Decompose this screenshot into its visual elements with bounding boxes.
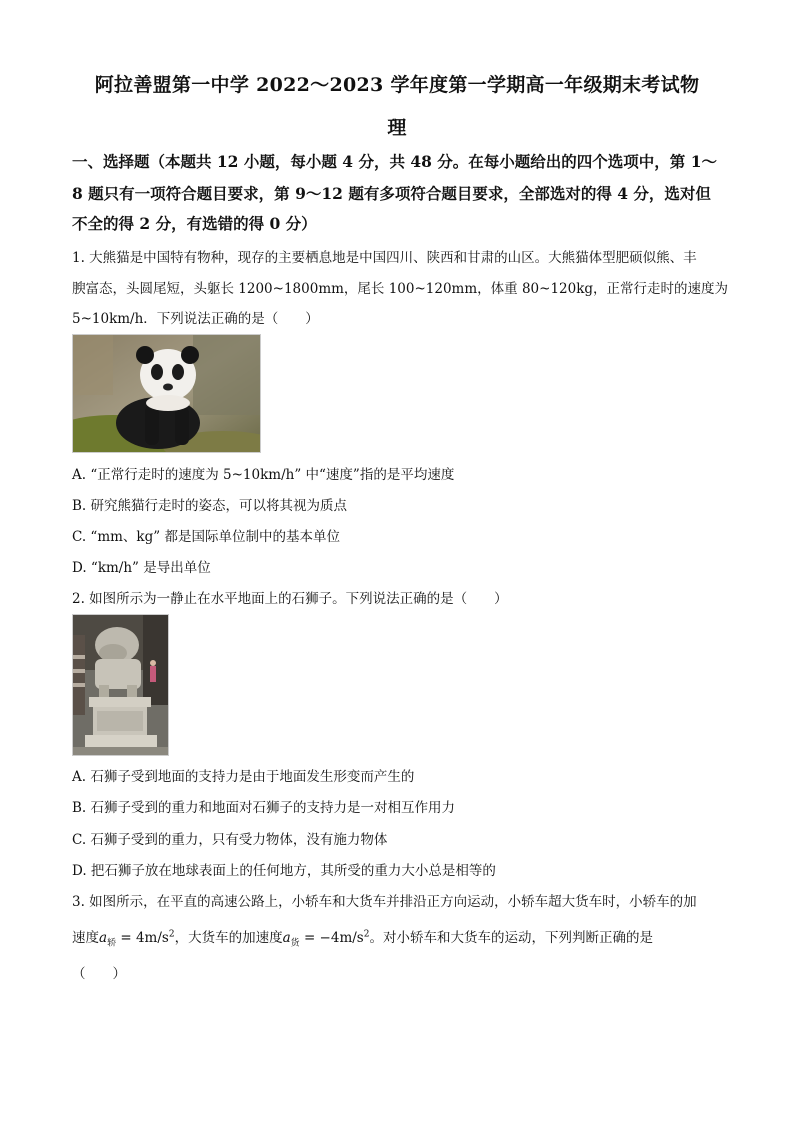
truck-acceleration: = −4m/s (299, 930, 364, 946)
a-symbol: a (99, 930, 108, 946)
q2-option-b: B. 石狮子受到的重力和地面对石狮子的支持力是一对相互作用力 (72, 800, 456, 816)
q3-text-truck: ，大货车的加速度 (174, 930, 283, 946)
q1-option-a: A. “正常行走时的速度为 5~10km/h” 中“速度”指的是平均速度 (72, 467, 455, 483)
q1-stem-line1: 1. 大熊猫是中国特有物种，现存的主要栖息地是中国四川、陕西和甘肃的山区。大熊猫体型肥硕似熊、丰 (72, 250, 697, 266)
car-acceleration: = 4m/s (116, 930, 169, 946)
q2-stem: 2. 如图所示为一静止在水平地面上的石狮子。下列说法正确的是（ ） (72, 591, 508, 607)
q3-stem-line3: （ ） (72, 966, 126, 982)
car-exponent: 2 (168, 929, 175, 940)
q1-option-b: B. 研究熊猫行走时的姿态，可以将其视为质点 (72, 498, 348, 514)
q3-stem-line1: 3. 如图所示，在平直的高速公路上，小轿车和大货车并排沿正方向运动，小轿车超大货车时，小轿车的加 (72, 894, 697, 910)
q1-option-c: C. “mm、kg” 都是国际单位制中的基本单位 (72, 529, 340, 545)
exam-title-line1: 阿拉善盟第一中学 2022～2023 学年度第一学期高一年级期末考试物 (94, 74, 700, 96)
exam-title-line2: 理 (387, 117, 407, 139)
car-subscript: 轿 (107, 938, 117, 949)
section-header-line2: 8 题只有一项符合题目要求，第 9～12 题有多项符合题目要求，全部选对的得 4 分，选对但 (72, 184, 711, 203)
section-header-line3: 不全的得 2 分，有选错的得 0 分） (72, 214, 317, 233)
q3-text-speed: 速度 (72, 930, 99, 946)
q1-option-d: D. “km/h” 是导出单位 (72, 560, 211, 576)
q3-text-judge: 。对小轿车和大货车的运动，下列判断正确的是 (369, 930, 653, 946)
panda-photo (72, 334, 261, 453)
truck-exponent: 2 (363, 929, 370, 940)
section-header-line1: 一、选择题（本题共 12 小题，每小题 4 分，共 48 分。在每小题给出的四个选项中，第 1～ (72, 152, 717, 171)
stone-lion-photo (72, 614, 169, 756)
q2-option-c: C. 石狮子受到的重力，只有受力物体，没有施力物体 (72, 832, 388, 848)
q2-option-d: D. 把石狮子放在地球表面上的任何地方，其所受的重力大小总是相等的 (72, 863, 496, 879)
q2-option-a: A. 石狮子受到地面的支持力是由于地面发生形变而产生的 (72, 769, 415, 785)
truck-subscript: 货 (290, 938, 300, 949)
q1-stem-line3: 5~10km/h．下列说法正确的是（ ） (72, 311, 319, 327)
a-symbol-truck: a (282, 930, 291, 946)
q1-stem-line2: 腴富态，头圆尾短，头躯长 1200~1800mm，尾长 100~120mm，体重 80~120kg，正常行走时的速度为 (72, 281, 729, 297)
q3-stem-line2 (72, 926, 732, 949)
